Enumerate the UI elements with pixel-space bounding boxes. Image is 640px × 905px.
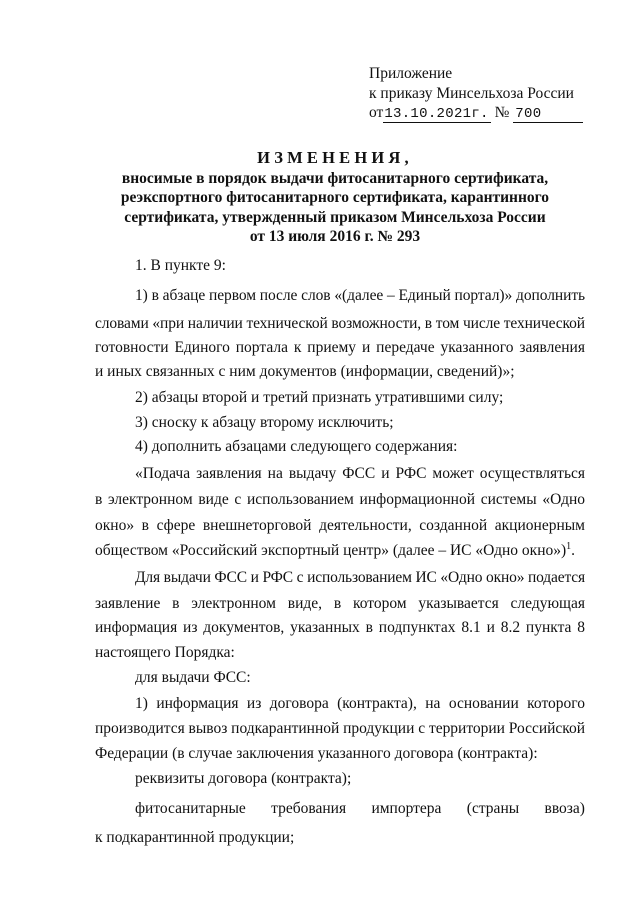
text-line: реквизиты договора (контракта); (135, 770, 352, 787)
text-line: заявление в электронном виде, в котором указывается следующая (95, 595, 586, 612)
text-line: 1) в абзаце первом после слов «(далее – Единый портал)» дополнить (135, 287, 586, 304)
document-title (90, 148, 580, 247)
appendix-title: Приложение (369, 65, 453, 82)
text-line: настоящего Порядка: (95, 644, 235, 661)
text-line: в электронном виде с использованием информационной системы «Одно (95, 491, 586, 508)
appendix-date-number (369, 103, 583, 123)
date-prefix: от (369, 104, 384, 121)
text-line: «Подача заявления на выдачу ФСС и РФС может осуществляться (135, 465, 586, 482)
order-number: 700 (513, 107, 583, 123)
title-line: вносимые в порядок выдачи фитосанитарного сертификата, (121, 169, 549, 187)
order-date: 13.10.2021г. (384, 106, 489, 122)
text-line: для выдачи ФСС: (135, 669, 251, 686)
text-line: словами «при наличии технической возможности, в том числе технической (95, 315, 585, 332)
appendix-order-ref: к приказу Минсельхоза России (369, 84, 574, 102)
text-line: 1. В пункте 9: (135, 257, 226, 274)
text-line: и иных связанных с ним документов (информации, сведений)»; (95, 363, 515, 380)
text-segment: обществом «Российский экспортный центр» (далее – ИС «Одно окно») (95, 542, 567, 559)
text-line: 1) информация из договора (контракта), на основании которого (135, 695, 586, 712)
title-line: от 13 июля 2016 г. № 293 (249, 228, 421, 245)
text-line: готовности Единого портала к приему и передаче указанного заявления (95, 339, 585, 356)
text-line: окно» в сфере внешнеторговой деятельности, созданной акционерным (95, 517, 585, 534)
text-line: производится вывоз подкарантинной продукции с территории Российской (95, 720, 586, 737)
title-line: реэкспортного фитосанитарного сертификата, карантинного (120, 189, 550, 206)
appendix-stamp (369, 64, 583, 123)
text-line (95, 538, 575, 563)
number-prefix: № (494, 104, 510, 121)
title-heading: ИЗМЕНЕНИЯ, (257, 148, 413, 167)
footnote-marker: 1 (566, 540, 572, 552)
title-line: сертификата, утвержденный приказом Минсельхоза России (124, 208, 546, 226)
text-line: Федерации (в случае заключения указанного договора (контракта): (95, 745, 538, 762)
text-segment: . (571, 542, 576, 559)
text-line: фитосанитарные требования импортера (страны ввоза) (135, 800, 585, 817)
text-line: 3) сноску к абзацу второму исключить; (135, 414, 394, 431)
text-line: 2) абзацы второй и третий признать утратившими силу; (135, 389, 504, 406)
text-line: информация из документов, указанных в подпунктах 8.1 и 8.2 пункта 8 (95, 619, 586, 636)
text-line: к подкарантинной продукции; (95, 829, 295, 846)
text-line: 4) дополнить абзацами следующего содержания: (135, 438, 458, 455)
text-line: Для выдачи ФСС и РФС с использованием ИС «Одно окно» подается (135, 569, 585, 586)
